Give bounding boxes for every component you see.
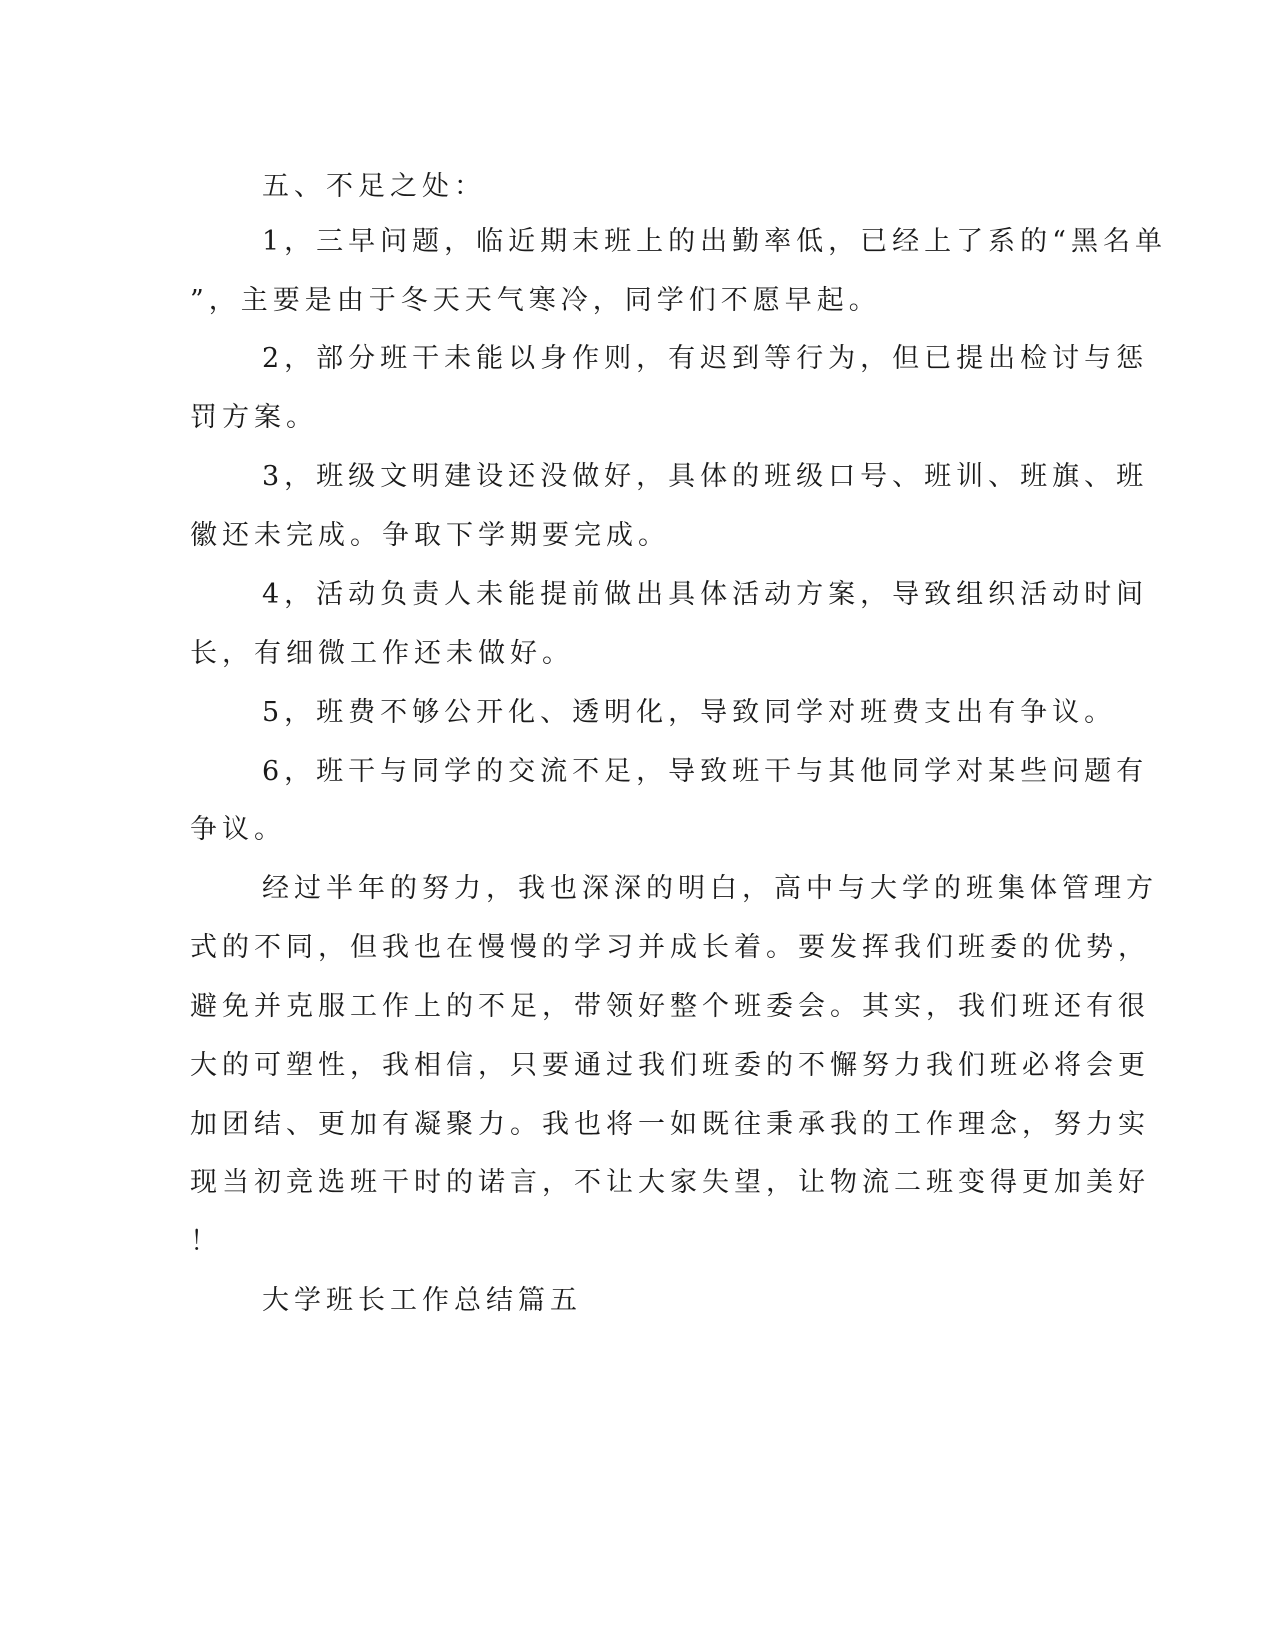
paragraph-7-line-6: 现当初竞选班干时的诺言，不让大家失望，让物流二班变得更加美好 [190, 1167, 1150, 1198]
paragraph-2-line-2: 罚方案。 [190, 402, 318, 433]
paragraph-5-line-1: 5，班费不够公开化、透明化，导致同学对班费支出有争议。 [262, 697, 1117, 728]
paragraph-7-line-7: ！ [190, 1226, 222, 1257]
paragraph-7-line-1: 经过半年的努力，我也深深的明白，高中与大学的班集体管理方 [262, 873, 1158, 904]
paragraph-7-line-3: 避免并克服工作上的不足，带领好整个班委会。其实，我们班还有很 [190, 991, 1150, 1022]
paragraph-3-line-2: 徽还未完成。争取下学期要完成。 [190, 520, 670, 551]
paragraph-7-line-4: 大的可塑性，我相信，只要通过我们班委的不懈努力我们班必将会更 [190, 1050, 1150, 1081]
next-section-title: 大学班长工作总结篇五 [262, 1285, 582, 1316]
paragraph-1-line-2: ”，主要是由于冬天天气寒冷，同学们不愿早起。 [190, 285, 881, 316]
paragraph-3-line-1: 3，班级文明建设还没做好，具体的班级口号、班训、班旗、班 [262, 461, 1149, 492]
paragraph-7-line-2: 式的不同，但我也在慢慢的学习并成长着。要发挥我们班委的优势， [190, 932, 1150, 963]
paragraph-2-line-1: 2，部分班干未能以身作则，有迟到等行为，但已提出检讨与惩 [262, 343, 1149, 374]
paragraph-4-line-2: 长，有细微工作还未做好。 [190, 638, 574, 669]
section-heading-deficiencies: 五、不足之处： [262, 171, 486, 202]
paragraph-1-line-1: 1，三早问题，临近期末班上的出勤率低，已经上了系的“黑名单 [262, 226, 1167, 257]
paragraph-7-line-5: 加团结、更加有凝聚力。我也将一如既往秉承我的工作理念，努力实 [190, 1109, 1150, 1140]
paragraph-4-line-1: 4，活动负责人未能提前做出具体活动方案，导致组织活动时间 [262, 579, 1149, 610]
paragraph-6-line-2: 争议。 [190, 814, 286, 845]
paragraph-6-line-1: 6，班干与同学的交流不足，导致班干与其他同学对某些问题有 [262, 756, 1149, 787]
